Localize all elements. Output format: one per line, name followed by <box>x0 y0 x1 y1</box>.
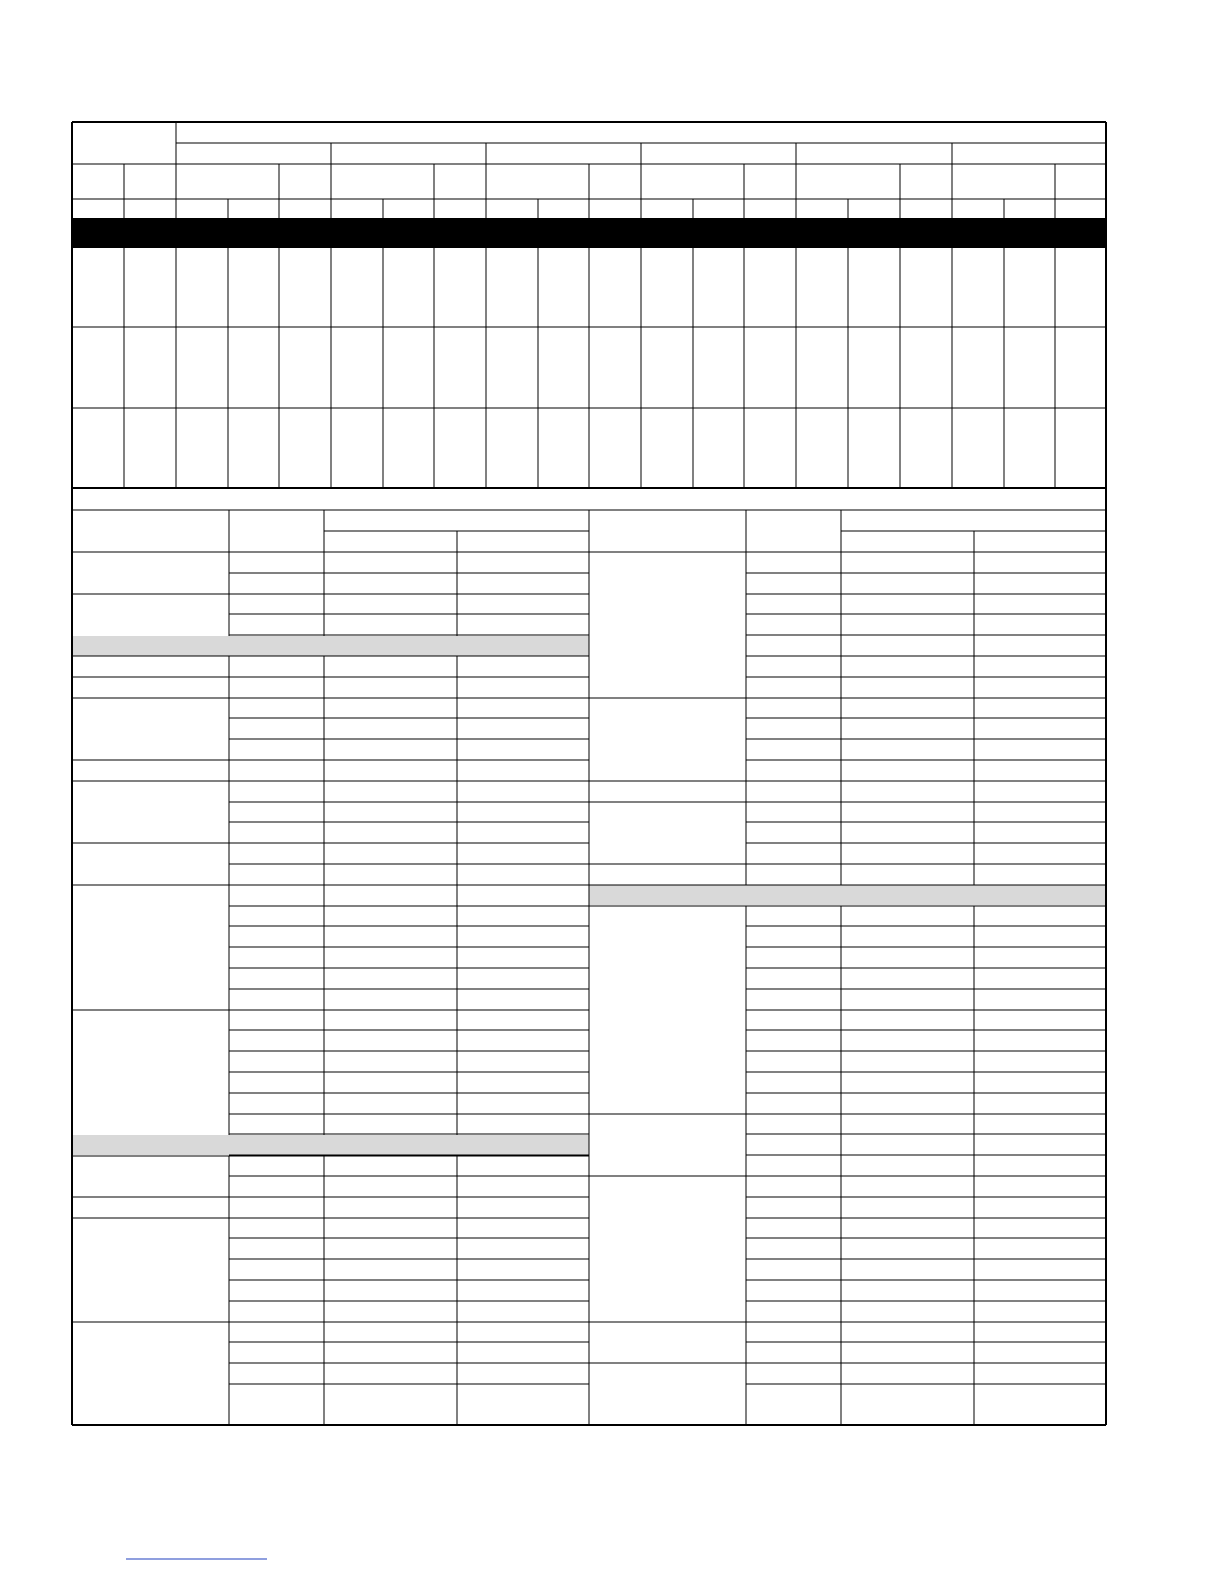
section-row-shade <box>72 636 589 656</box>
form-grid-lines <box>72 122 1106 1425</box>
section-row-shade <box>589 885 1106 905</box>
section-row-shade <box>72 1135 589 1155</box>
black-band <box>72 219 1106 247</box>
